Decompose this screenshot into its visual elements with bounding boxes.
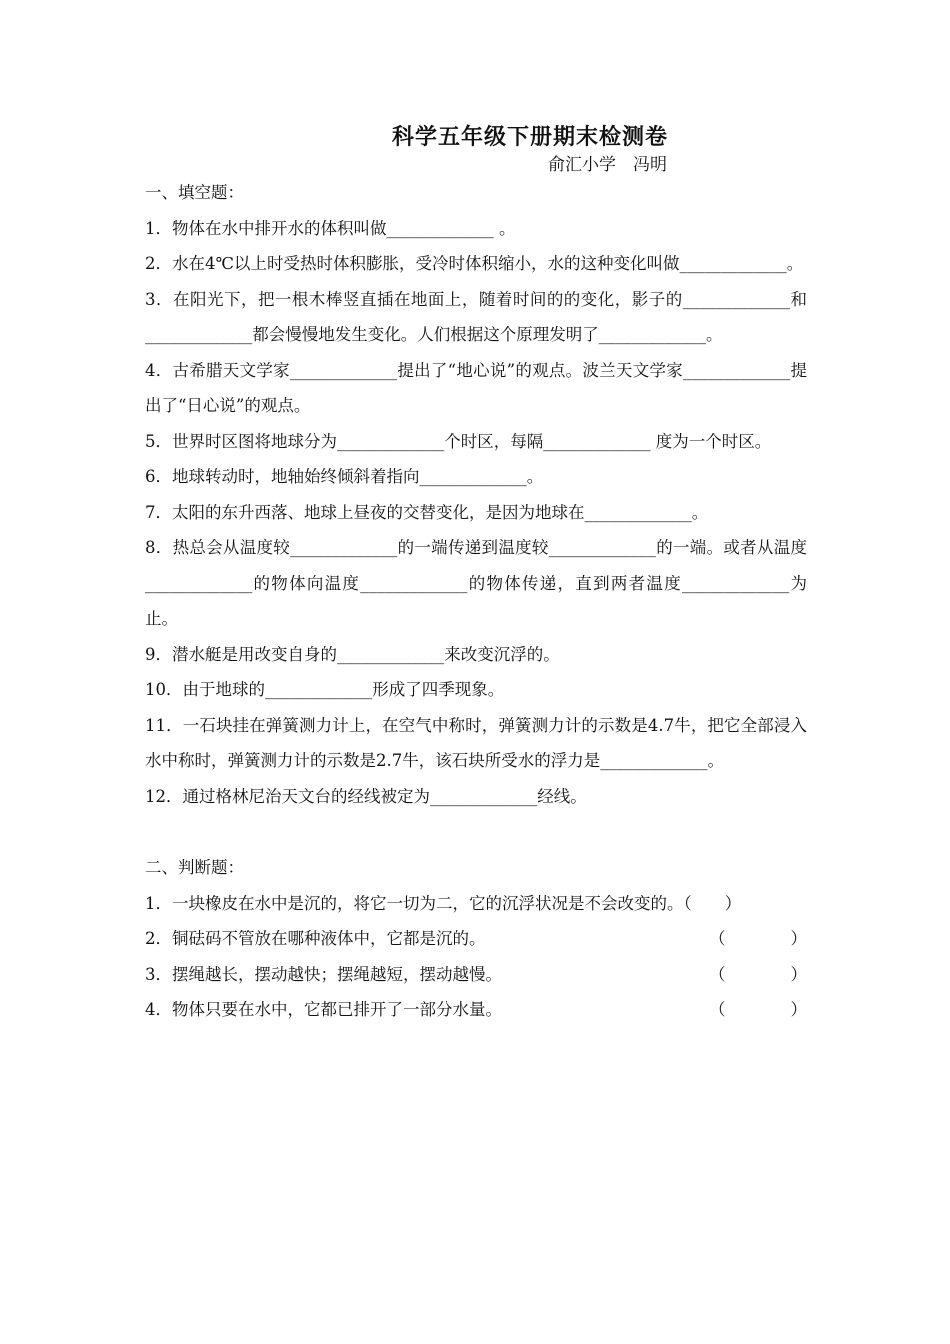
- section-heading-fill-blank: 一、填空题：: [145, 183, 244, 202]
- answer-parentheses: （ ）: [709, 964, 807, 984]
- judge-question-text: 4．物体只要在水中，它都已排开了一部分水量。: [145, 1000, 502, 1019]
- judge-question-3: [145, 957, 807, 993]
- question-4: 4．古希腊天文学家_____________提出了“地心说”的观点。波兰天文学家_____________提出了“日心说”的观点。: [145, 360, 807, 415]
- question-8: 8．热总会从温度较_____________的一端传递到温度较_____________的一端。或者从温度_____________的物体向温度_____________的物体传递，直到两者温度_____________为止。: [145, 538, 807, 628]
- author-line: 俞汇小学 冯明: [548, 155, 667, 175]
- judge-question-2: [145, 921, 807, 957]
- question-5: 5．世界时区图将地球分为_____________个时区，每隔_____________ 度为一个时区。: [145, 431, 772, 451]
- judge-question-4: [145, 992, 807, 1028]
- section-spacer: [145, 814, 807, 850]
- judge-question-text: 3．摆绳越长，摆动越快；摆绳越短，摆动越慢。: [145, 964, 502, 984]
- judge-question-1: 1．一块橡皮在水中是沉的，将它一切为二，它的沉浮状况是不会改变的。（ ）: [145, 893, 742, 913]
- question-2: 2．水在4℃以上时受热时体积膨胀，受冷时体积缩小，水的这种变化叫做_____________。: [145, 254, 804, 273]
- document-title: 科学五年级下册期末检测卷: [391, 124, 668, 150]
- document-body: [145, 175, 807, 1028]
- question-10: 10．由于地球的_____________形成了四季现象。: [145, 680, 505, 699]
- question-6: 6．地球转动时，地轴始终倾斜着指向_____________。: [145, 467, 544, 486]
- question-9: 9．潜水艇是用改变自身的_____________来改变沉浮的。: [145, 644, 560, 664]
- question-12: 12．通过格林尼治天文台的经线被定为_____________经线。: [145, 786, 587, 806]
- question-7: 7．太阳的东升西落、地球上昼夜的交替变化，是因为地球在_____________。: [145, 502, 709, 522]
- question-1: 1．物体在水中排开水的体积叫做_____________ 。: [145, 218, 516, 238]
- answer-parentheses: （ ）: [709, 1000, 807, 1019]
- question-11: 11．一石块挂在弹簧测力计上，在空气中称时，弹簧测力计的示数是4.7牛，把它全部浸入水中称时，弹簧测力计的示数是2.7牛，该石块所受水的浮力是_____________。: [145, 715, 807, 770]
- answer-parentheses: （ ）: [709, 929, 807, 948]
- judge-question-text: 2．铜砝码不管放在哪种液体中，它都是沉的。: [145, 929, 486, 948]
- question-3: 3．在阳光下，把一根木棒竖直插在地面上，随着时间的的变化，影子的_____________和_____________都会慢慢地发生变化。人们根据这个原理发明了_____________。: [145, 289, 807, 344]
- section-heading-true-false: 二、判断题：: [145, 858, 244, 877]
